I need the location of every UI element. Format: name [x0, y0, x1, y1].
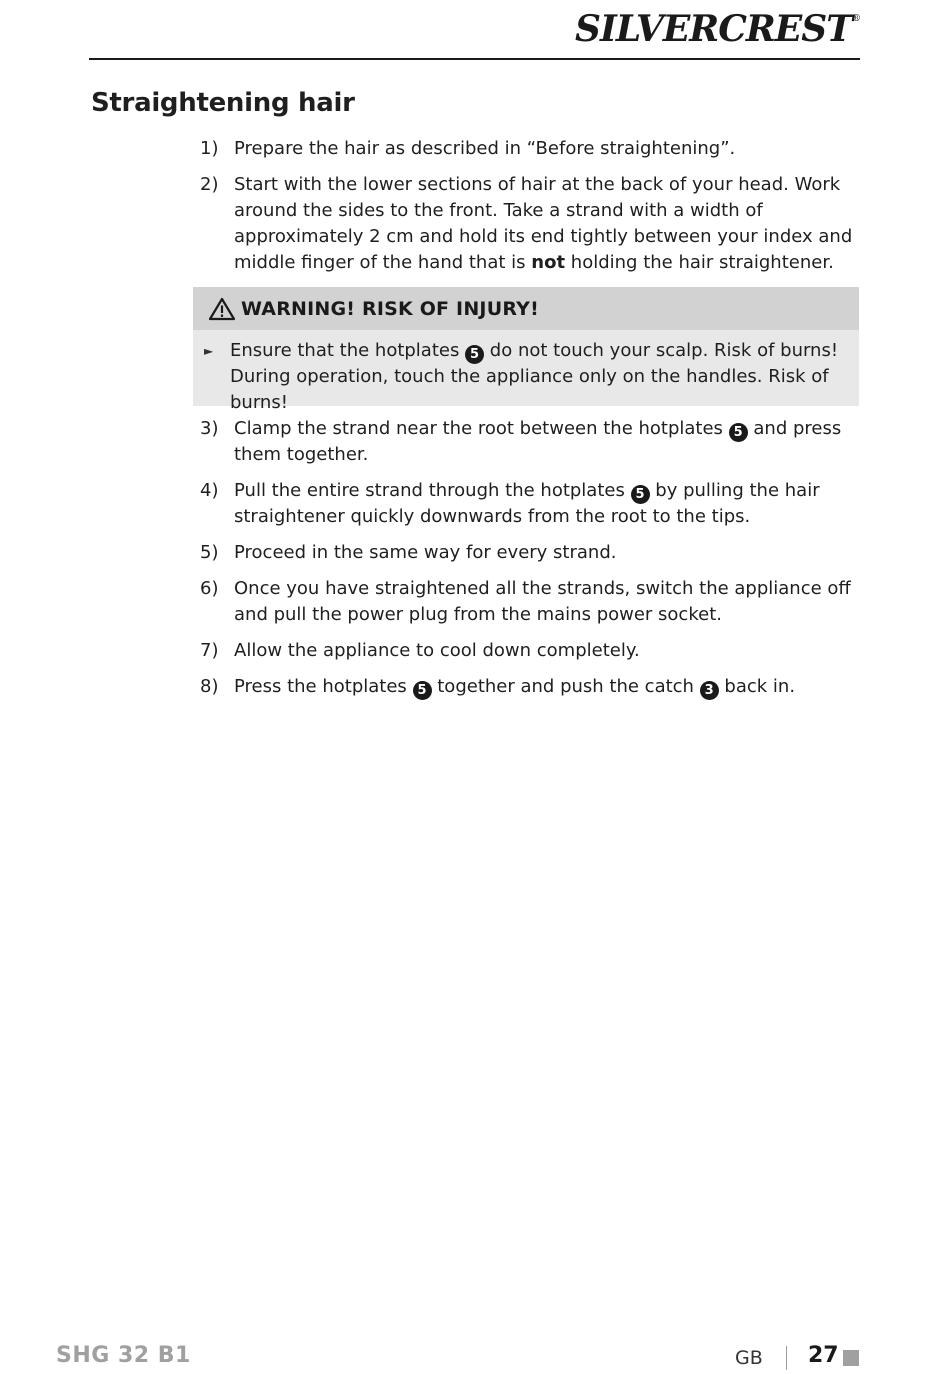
registered-mark: ®	[852, 14, 860, 24]
text-run: Clamp the strand near the root between the hotplates	[234, 418, 729, 439]
step-text	[234, 540, 860, 566]
instruction-list-top	[193, 136, 860, 286]
instruction-step	[193, 638, 860, 664]
text-run: Ensure that the hotplates	[230, 340, 466, 361]
text-run: Pull the entire strand through the hotplates	[234, 480, 631, 501]
step-text	[234, 172, 860, 276]
footer-square-mark	[843, 1350, 859, 1366]
language-code: GB	[735, 1347, 763, 1369]
step-number: 1)	[200, 138, 219, 159]
instruction-step	[193, 416, 860, 468]
text-run: together and push the catch	[431, 676, 700, 697]
emphasis-text: not	[531, 252, 566, 273]
text-run: by pulling the hair straightener quickly downwards from the root to the tips.	[234, 480, 820, 527]
step-number: 3)	[200, 418, 219, 439]
section-title: Straightening hair	[91, 88, 355, 118]
step-text	[234, 478, 860, 530]
instruction-step	[193, 172, 860, 276]
step-number: 5)	[200, 542, 219, 563]
page-number: 27	[808, 1343, 839, 1368]
text-run: Once you have straightened all the strands, switch the appliance off and pull the power plug from the mains power socket.	[234, 578, 851, 625]
step-number: 6)	[200, 578, 219, 599]
part-number-badge: 5	[631, 485, 650, 504]
step-number: 2)	[200, 174, 219, 195]
warning-box	[193, 287, 859, 413]
footer-separator	[786, 1346, 787, 1370]
step-number: 7)	[200, 640, 219, 661]
instruction-step	[193, 540, 860, 566]
brand-logo	[575, 8, 860, 50]
text-run: Proceed in the same way for every strand.	[234, 542, 617, 563]
instruction-step	[193, 674, 860, 700]
text-run: Allow the appliance to cool down completely.	[234, 640, 640, 661]
text-run: back in.	[718, 676, 796, 697]
part-number-badge: 5	[413, 681, 432, 700]
text-run: and press them together.	[234, 418, 842, 465]
text-run: Press the hotplates	[234, 676, 413, 697]
warning-header	[193, 287, 859, 330]
text-run: Start with the lower sections of hair at the back of your head. Work around the sides to the front. Take a strand with a width of approximately 2 cm and hold its end tightly between your index and middle finger of the hand that is	[234, 174, 853, 273]
warning-triangle-icon	[208, 297, 236, 321]
arrow-bullet-icon: ►	[204, 344, 214, 358]
step-text	[234, 576, 860, 628]
text-run: holding the hair straightener.	[565, 252, 834, 273]
step-number: 4)	[200, 480, 219, 501]
instruction-step	[193, 478, 860, 530]
part-number-badge: 3	[700, 681, 719, 700]
step-text	[234, 416, 860, 468]
step-text	[234, 136, 860, 162]
warning-text	[230, 338, 859, 416]
instruction-list-bottom	[193, 416, 860, 710]
part-number-badge: 5	[465, 345, 484, 364]
instruction-step	[193, 136, 860, 162]
brand-name: SILVERCREST	[575, 8, 852, 50]
header-divider	[89, 58, 860, 60]
warning-item	[193, 330, 859, 416]
step-number: 8)	[200, 676, 219, 697]
model-number: SHG 32 B1	[56, 1343, 191, 1368]
part-number-badge: 5	[729, 423, 748, 442]
warning-title: WARNING! RISK OF INJURY!	[241, 297, 539, 320]
instruction-step	[193, 576, 860, 628]
step-text	[234, 674, 860, 700]
text-run: Prepare the hair as described in “Before straightening”.	[234, 138, 736, 159]
step-text	[234, 638, 860, 664]
text-run: do not touch your scalp. Risk of burns! During operation, touch the appliance only on the handles. Risk of burns!	[230, 340, 839, 413]
